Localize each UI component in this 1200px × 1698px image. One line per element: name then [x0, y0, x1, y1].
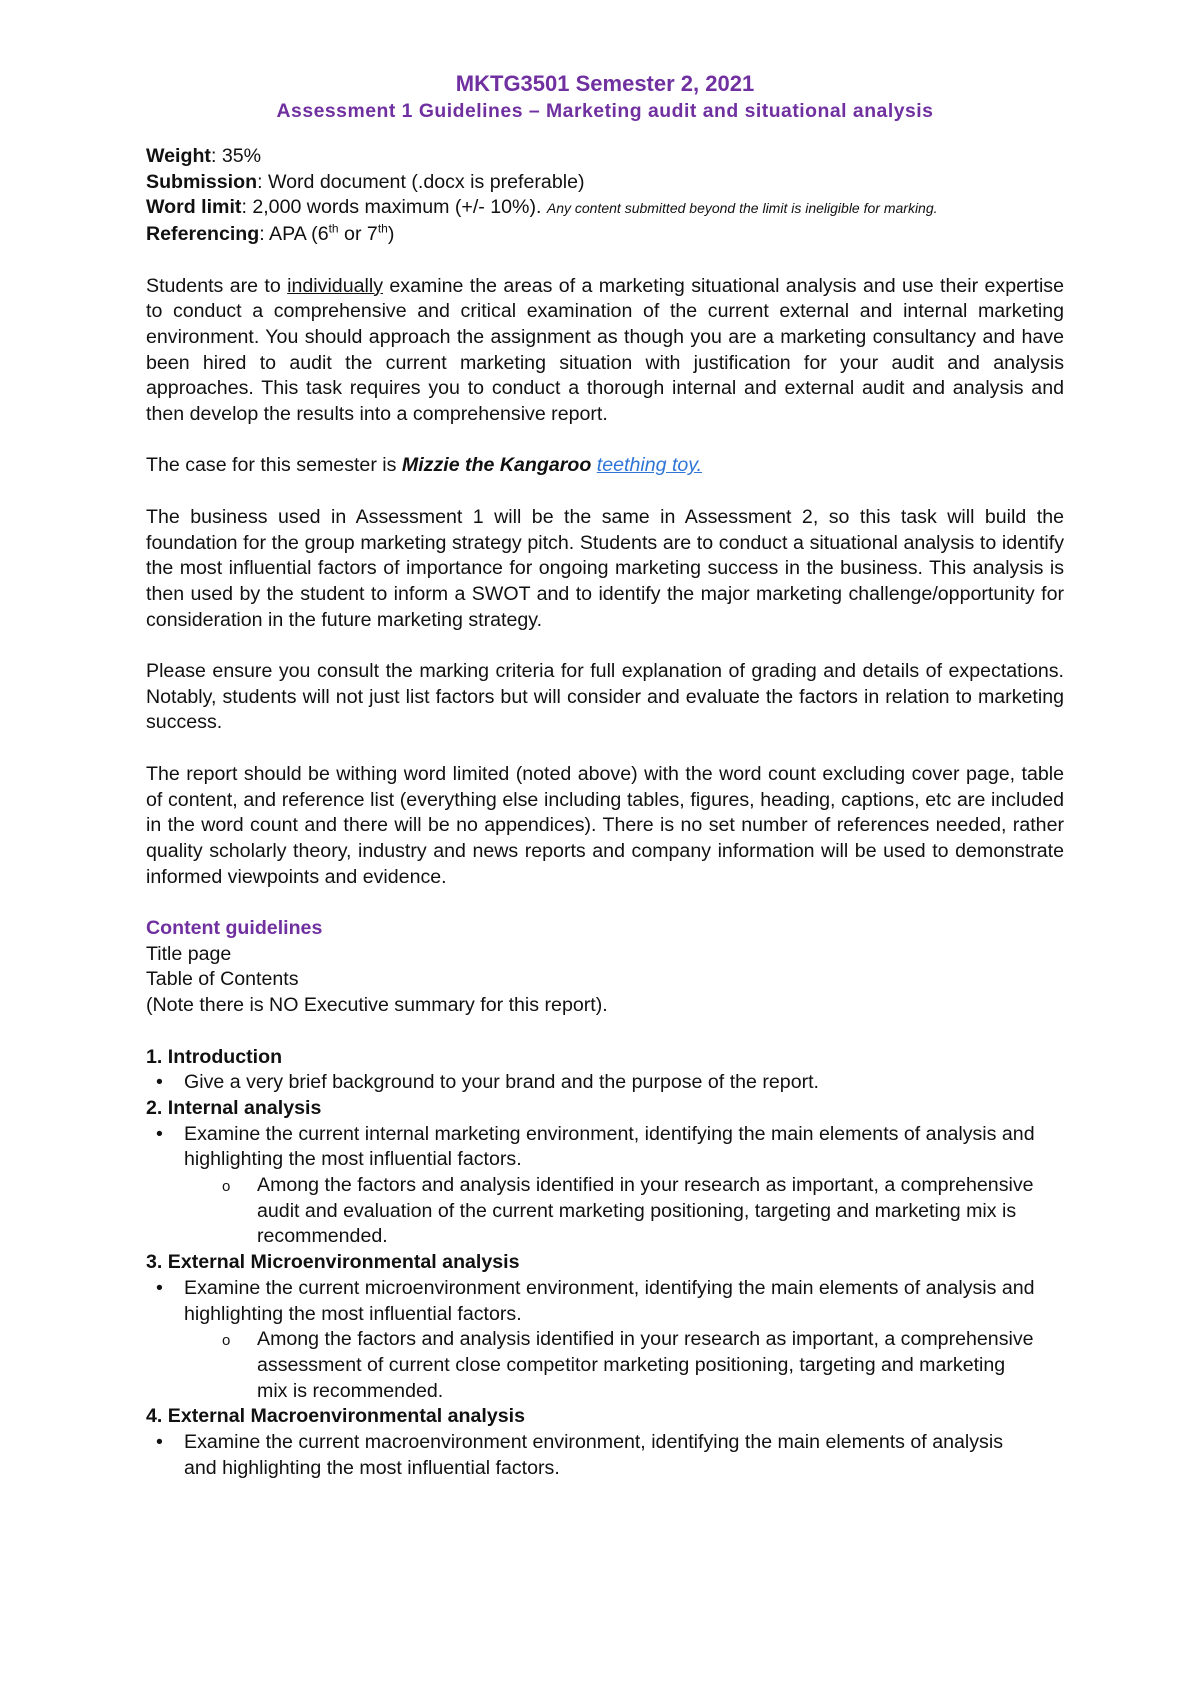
referencing-value-post: ) [387, 223, 395, 246]
referencing-value-mid: or 7 [338, 223, 378, 246]
word-limit-note: Any content submitted beyond the limit is ineligible for marking. [546, 200, 938, 217]
weight-value: : 35% [210, 145, 262, 167]
case-pre: The case for this semester is [146, 454, 402, 477]
intro-pre: Students are to [146, 274, 288, 297]
section-list-micro [146, 1276, 1064, 1405]
weight-label: Weight [146, 145, 211, 167]
content-line-note: (Note there is NO Executive summary for this report). [146, 994, 608, 1017]
list-item [146, 1276, 1064, 1405]
document-page [146, 70, 1064, 1481]
list-item [146, 1122, 1064, 1251]
document-title: MKTG3501 Semester 2, 2021 [455, 71, 755, 96]
list-item-text: Examine the current microenvironment environment, identifying the main elements of analysis and highlighting the most influential factors. [184, 1276, 1035, 1325]
section-heading-macro: 4. External Macroenvironmental analysis [146, 1405, 525, 1428]
section-heading-introduction: 1. Introduction [146, 1045, 283, 1068]
weight-line [146, 144, 1064, 170]
list-item: • Give a very brief background to your brand and the purpose of the report. [146, 1070, 1064, 1096]
referencing-sup-1: th [328, 221, 339, 236]
section-list-internal [146, 1122, 1064, 1251]
list-item-text: Examine the current internal marketing environment, identifying the main elements of analysis and highlighting the most influential factors. [184, 1122, 1035, 1171]
business-paragraph: The business used in Assessment 1 will be the same in Assessment 2, so this task will build the foundation for the group marketing strategy pitch. Students are to conduct a situational analysis to identify the most influential factors of importance for ongoing marketing success in the business. This analysis is then used by the student to inform a SWOT and to identify the major marketing challenge/opportunity for consideration in the future marketing strategy. [146, 505, 1064, 631]
section-heading-micro: 3. External Microenvironmental analysis [146, 1251, 520, 1274]
assessment-details [146, 144, 1064, 248]
intro-paragraph [146, 274, 1064, 428]
intro-underlined: individually [287, 274, 383, 297]
section-heading-internal: 2. Internal analysis [146, 1096, 322, 1119]
word-limit-label: Word limit [146, 196, 242, 219]
list-item: • Examine the current macroenvironment environment, identifying the main elements of analysis and highlighting the most influential factors. [146, 1430, 1064, 1481]
referencing-line [146, 222, 1064, 248]
sub-list-item: o Among the factors and analysis identified in your research as important, a comprehensive assessment of current close competitor marketing positioning, targeting and marketing mix is recommended. [184, 1327, 1040, 1404]
referencing-sup-2: th [377, 221, 388, 236]
sub-list [184, 1327, 1040, 1404]
word-limit-line [146, 195, 1064, 222]
case-paragraph [146, 453, 1064, 479]
submission-label: Submission [146, 170, 258, 193]
report-paragraph: The report should be withing word limited (noted above) with the word count excluding cover page, table of content, and reference list (everything else including tables, figures, heading, captions, etc are included in the word count and there will be no appendices). There is no set number of references needed, rather quality scholarly theory, industry and news reports and company information will be used to demonstrate informed viewpoints and evidence. [146, 762, 1064, 888]
content-line-toc: Table of Contents [146, 968, 299, 991]
submission-value: : Word document (.docx is preferable) [257, 170, 585, 193]
section-list-introduction [146, 1070, 1064, 1096]
word-limit-value: : 2,000 words maximum (+/- 10%). [241, 196, 547, 219]
sub-list-item: o Among the factors and analysis identified in your research as important, a comprehensive audit and evaluation of the current marketing positioning, targeting and marketing mix is recommended. [184, 1173, 1040, 1250]
content-guidelines-heading: Content guidelines [146, 917, 323, 939]
criteria-paragraph: Please ensure you consult the marking criteria for full explanation of grading and details of expectations. Notably, students will not just list factors but will consider and evaluate the factors in relation to marketing success. [146, 660, 1064, 734]
sub-list [184, 1173, 1040, 1250]
content-line-title-page: Title page [146, 942, 232, 965]
document-subtitle: Assessment 1 Guidelines – Marketing audit and situational analysis [276, 100, 934, 122]
case-name: Mizzie the Kangaroo [401, 454, 592, 477]
submission-line [146, 170, 1064, 196]
intro-post: examine the areas of a marketing situational analysis and use their expertise to conduct a comprehensive and critical examination of the current external and internal marketing environment. You should approach the assignment as though you are a marketing consultancy and have been hired to audit the current marketing situation with justification for your audit and analysis approaches. This task requires you to conduct a thorough internal and external audit and analysis and then develop the results into a comprehensive report. [146, 274, 1064, 426]
section-list-macro [146, 1430, 1064, 1481]
referencing-value-pre: : APA (6 [259, 223, 329, 246]
referencing-label: Referencing [146, 223, 260, 246]
teething-toy-link[interactable]: teething toy. [596, 454, 703, 477]
